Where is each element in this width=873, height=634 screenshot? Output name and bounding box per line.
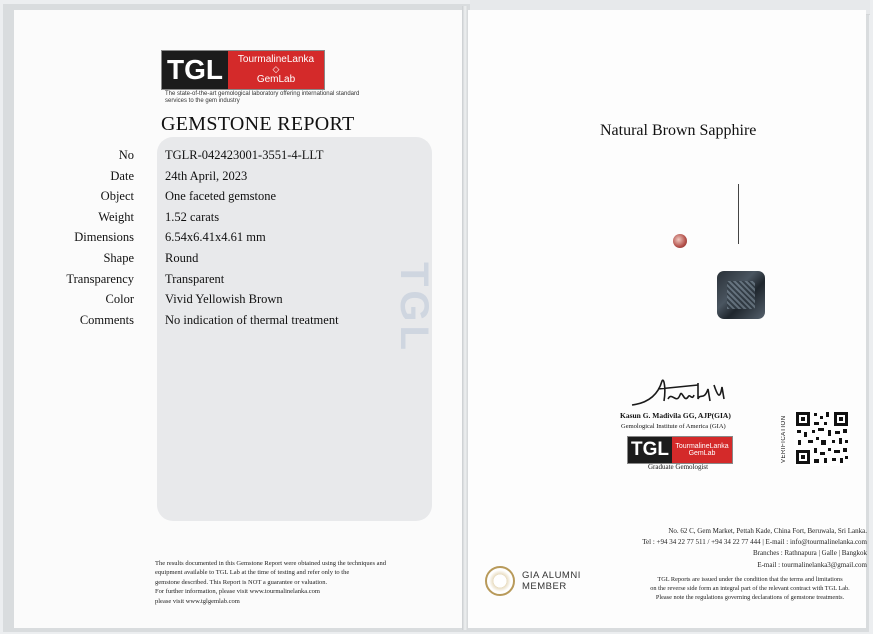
report-title: GEMSTONE REPORT: [161, 113, 355, 135]
field-label-shape: Shape: [103, 251, 134, 265]
contact-address: No. 62 C, Gem Market, Pettah Kade, China Fort, Beruwala, Sri Lanka.: [668, 527, 867, 535]
logo-name: [228, 51, 324, 89]
logo-name-line2: GemLab: [688, 450, 716, 457]
disclaimer: [155, 559, 425, 606]
watermark: TGL: [392, 262, 436, 354]
logo-name-line1: TourmalineLanka: [237, 53, 315, 65]
field-label-comments: Comments: [79, 313, 134, 327]
hologram-seal: [717, 271, 765, 319]
gia-badge-line2: MEMBER: [522, 580, 567, 592]
contact-email: E-mail : tourmalinelanka3@gmail.com: [757, 561, 867, 569]
field-label-color: Color: [105, 292, 134, 306]
field-value-object: One faceted gemstone: [165, 189, 277, 203]
verification-label: VERIFICATION: [781, 415, 787, 463]
conditions: [630, 575, 870, 602]
gem-icon: ◇: [272, 64, 280, 75]
field-label-transparency: Transparency: [66, 272, 134, 286]
field-value-comments: No indication of thermal treatment: [165, 313, 339, 327]
logo-tagline: The state-of-the-art gemological laboratory offering international standard services to the gem industry: [165, 91, 360, 105]
disclaimer-line: The results documented in this Gemstone Report were obtained using the techniques and: [155, 560, 387, 567]
field-value-weight: 1.52 carats: [165, 210, 220, 224]
signer-org: Gemological Institute of America (GIA): [621, 423, 726, 430]
gia-badge: [522, 571, 581, 593]
page-fold: [462, 6, 468, 630]
field-value-dimensions: 6.54x6.41x4.61 mm: [165, 230, 266, 244]
logo-name-line2: GemLab: [256, 73, 296, 85]
conditions-line: TGL Reports are issued under the condition that the terms and limitations: [657, 576, 843, 583]
field-label-no: No: [118, 148, 134, 162]
tgl-logo: [161, 50, 325, 90]
right-page: [468, 10, 866, 628]
field-label-weight: Weight: [98, 210, 134, 224]
field-label-date: Date: [110, 169, 134, 183]
pointer-line: [738, 184, 739, 244]
field-value-date: 24th April, 2023: [165, 169, 248, 183]
field-value-transparency: Transparent: [165, 272, 225, 286]
signature: [628, 375, 748, 411]
gemstone-photo: [673, 234, 687, 248]
logo-abbr: TGL: [628, 437, 672, 463]
field-label-dimensions: Dimensions: [74, 230, 134, 244]
logo-name-line1: TourmalineLanka: [675, 442, 729, 450]
disclaimer-line: please visit www.tglgemlab.com: [155, 597, 240, 605]
disclaimer-line: equipment available to TGL Lab at the time of testing and refer only to the: [155, 569, 350, 577]
gem-variety: Natural Brown Sapphire: [600, 122, 757, 139]
field-value-color: Vivid Yellowish Brown: [165, 292, 283, 306]
field-value-shape: Round: [165, 251, 199, 265]
contact-phone: Tel : +94 34 22 77 511 / +94 34 22 77 444 | E-mail : info@tourmalinelanka.com: [642, 538, 867, 546]
disclaimer-line: For further information, please visit www.tourmalinelanka.com: [155, 588, 320, 596]
signer-title: Graduate Gemologist: [648, 463, 709, 471]
logo-name: [672, 437, 732, 463]
conditions-line: Please note the regulations governing declarations of gemstone treatments.: [655, 594, 845, 602]
tgl-logo-small: [627, 436, 733, 464]
gia-seal-icon: [485, 566, 515, 596]
logo-abbr: TGL: [162, 51, 228, 89]
disclaimer-line: gemstone described. This Report is NOT a guarantee or valuation.: [155, 578, 328, 586]
signer-name: Kasun G. Madivila GG, AJP(GIA): [620, 411, 731, 420]
contact-branches: Branches : Rathnapura | Galle | Bangkok: [753, 549, 867, 557]
field-label-object: Object: [100, 189, 134, 203]
hologram-pattern: [727, 281, 755, 309]
qr-code[interactable]: [794, 410, 850, 466]
field-value-no: TGLR-042423001-3551-4-LLT: [165, 148, 324, 162]
gia-badge-line1: GIA ALUMNI: [522, 570, 581, 581]
conditions-line: on the reverse side form an integral part of the relevant contract with TGL Lab.: [650, 585, 850, 593]
